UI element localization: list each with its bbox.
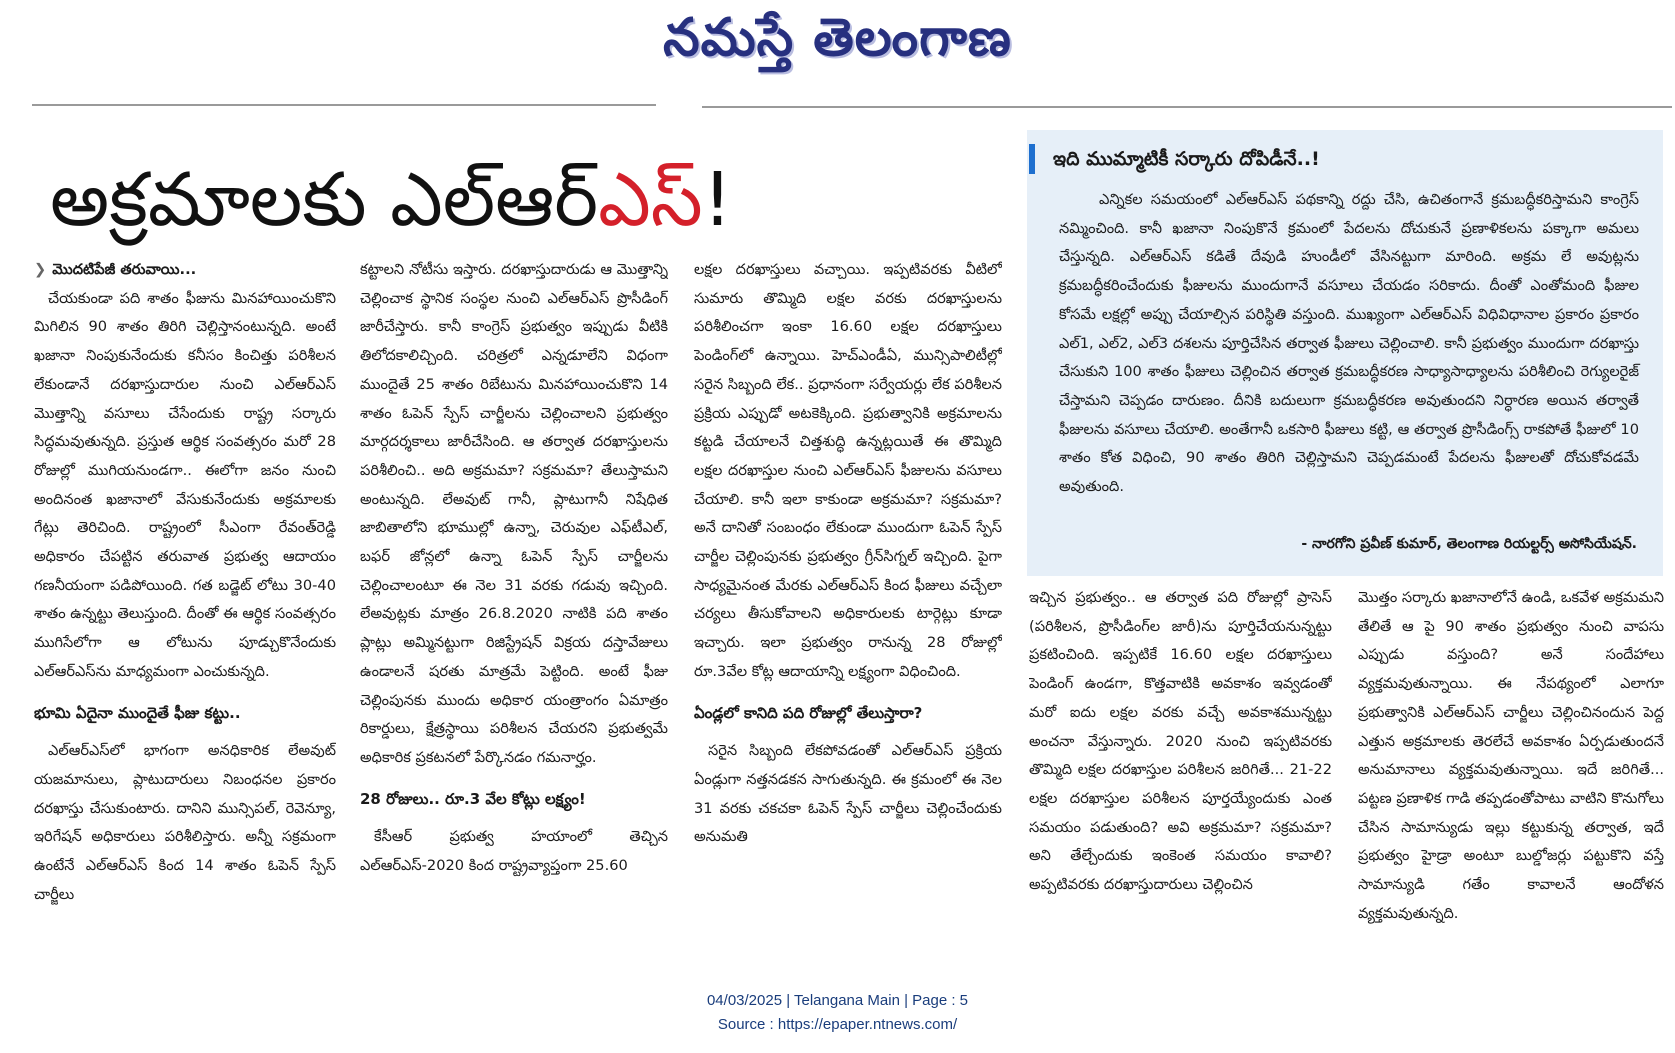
article-headline — [50, 150, 1010, 250]
paragraph: మొత్తం సర్కారు ఖజానాలోనే ఉండి, ఒకవేళ అక్రమమని తేలితే ఆ పై 90 శాతం ప్రభుత్వం నుంచి వాపసు ఎప్పుడు వస్తుంది? అనే సందేహాలు వ్యక్తమవుతున్నాయి. ఈ నేపథ్యంలో ఎలాగూ ప్రభుత్వానికి ఎల్‌ఆర్‌ఎస్ చార్జీలు చెల్లించినందున పెద్ద ఎత్తున అక్రమాలకు తెరలేచే అవకాశం ఏర్పడుతుందనే అనుమానాలు వ్యక్తమవుతున్నాయి. ఇదే జరిగితే... పట్టణ ప్రణాళిక గాడి తప్పడంతోపాటు వాటిని కొనుగోలు చేసిన సామాన్యుడు ఇల్లు కట్టుకున్న తర్వాత, ఇదే ప్రభుత్వం హైడ్రా అంటూ బుల్డోజర్లు పట్టుకొని వస్తే సామాన్యుడి గతేం కావాలనే ఆందోళన వ్యక్తమవుతున్నది. — [1358, 589, 1664, 922]
article-column-5 — [1358, 584, 1664, 954]
box-title-bar — [1029, 144, 1035, 174]
kicker-text: మొదటిపేజీ తరువాయి... — [52, 261, 197, 278]
box-signature: - నారగోని ప్రవీణ్ కుమార్, తెలంగాణ రియల్టర్స్ అసోసియేషన్. — [1301, 536, 1637, 552]
paragraph: కేసీఆర్ ప్రభుత్వ హయాంలో తెచ్చిన ఎల్‌ఆర్‌ఎస్-2020 కింద రాష్ట్రవ్యాప్తంగా 25.60 — [360, 828, 668, 875]
paragraph: లక్షల దరఖాస్తులు వచ్చాయి. ఇప్పటివరకు వీటిలో సుమారు తొమ్మిది లక్షల వరకు దరఖాస్తులను పరిశీలించగా ఇంకా 16.60 లక్షల దరఖాస్తులు పెండింగ్‌లో ఉన్నాయి. హెచ్‌ఎండీఏ, మున్సిపాలిటీల్లో సరైన సిబ్బంది లేక.. ప్రధానంగా సర్వేయర్లు లేక పరిశీలన ప్రక్రియ ఎప్పుడో అటకెక్కింది. ప్రభుత్వానికి అక్రమాలను కట్టడి చేయాలనే చిత్తశుద్ధి ఉన్నట్లయితే ఈ తొమ్మిది లక్షల దరఖాస్తుల నుంచి ఎల్‌ఆర్‌ఎస్ ఫీజులను వసూలు చేయాలి. కానీ ఇలా కాకుండా అక్రమమా? సక్రమమా? అనే దానితో సంబంధం లేకుండా ముందుగా ఓపెన్ స్పేస్ చార్జీల చెల్లింపునకు ప్రభుత్వం గ్రీన్‌సిగ్నల్ ఇచ్చింది. పైగా సాధ్యమైనంత మేరకు ఎల్‌ఆర్‌ఎస్ కింద ఫీజులు వచ్చేలా చర్యలు తీసుకోవాలని అధికారులకు టార్గెట్లు కూడా ఇచ్చారు. ఇలా ప్రభుత్వం రానున్న 28 రోజుల్లో రూ.3వేల కోట్ల ఆదాయాన్ని లక్ష్యంగా విధించింది. — [694, 261, 1002, 680]
footer-date-edition: 04/03/2025 | Telangana Main | Page : 5 — [706, 992, 969, 1009]
headline-red: ఎస్ — [598, 157, 703, 243]
footer-source: Source : https://epaper.ntnews.com/ — [717, 1016, 958, 1033]
paragraph: ఎల్‌ఆర్‌ఎస్‌లో భాగంగా అనధికారిక లేఅవుట్ యజమానులు, ప్లాటుదారులు నిబంధనల ప్రకారం దరఖాస్తు చేసుకుంటారు. దానిని మున్సిపల్, రెవెన్యూ, ఇరిగేషన్ అధికారులు పరిశీలిస్తారు. అన్నీ సక్రమంగా ఉంటేనే ఎల్‌ఆర్‌ఎస్ కింద 14 శాతం ఓపెన్ స్పేస్ చార్జీలు — [34, 742, 336, 903]
article-column-2 — [360, 256, 668, 956]
chevron-right-icon: ❯ — [34, 261, 47, 278]
paragraph: ఇచ్చిన ప్రభుత్వం.. ఆ తర్వాత పది రోజుల్లో ప్రాసెస్ (పరిశీలన, ప్రొసీడింగ్‌ల జారీ)ను పూర్తిచేయనున్నట్టు ప్రకటించింది. ఇప్పటికే 16.60 లక్షల దరఖాస్తులు పెండింగ్ ఉండగా, కొత్తవాటికి అవకాశం ఇవ్వడంతో మరో ఐదు లక్షల వరకు వచ్చే అవకాశమున్నట్టు అంచనా వేస్తున్నారు. 2020 నుంచి ఇప్పటివరకు తొమ్మిది లక్షల దరఖాస్తుల పరిశీలన జరిగితే... 21-22 లక్షల దరఖాస్తుల పరిశీలన పూర్తయ్యేందుకు ఎంత సమయం పడుతుంది? అవి అక్రమమా? సక్రమమా? అని తేల్చేందుకు ఇంకెంత సమయం కావాలి? అప్పటివరకు దరఖాస్తుదారులు చెల్లించిన — [1029, 589, 1332, 894]
headline-main: అక్రమాలకు ఎల్‌ఆర్ — [50, 157, 599, 243]
box-title-text: ఇది ముమ్మాటికీ సర్కారు దోపిడీనే..! — [1053, 148, 1320, 170]
paragraph: ఎన్నికల సమయంలో ఎల్‌ఆర్‌ఎస్ పథకాన్ని రద్దు చేసి, ఉచితంగానే క్రమబద్ధీకరిస్తామని కాంగ్రెస్ నమ్మించింది. కానీ ఖజానా నింపుకొనే క్రమంలో పేదలను దోచుకునే ప్రణాళికలను పక్కాగా అమలు చేస్తున్నది. ఎల్‌ఆర్‌ఎస్ కడితే దేవుడి హుండీలో వేసినట్టుగా మారింది. అక్రమ లే అవుట్లను క్రమబద్ధీకరించేందుకు ఫీజులను ముందుగానే వసూలు చేయడం సరికాదు. దీంతో ఎంతోమంది ఫీజుల కోసమే లక్షల్లో అప్పు చేయాల్సిన పరిస్థితి వస్తుంది. ముఖ్యంగా ఎల్‌ఆర్‌ఎస్ విధివిధానాల ప్రకారం ప్రకారం ఎల్1, ఎల్2, ఎల్3 దశలను పూర్తిచేసిన తర్వాత ఫీజులు చెల్లించాలి. కానీ ప్రభుత్వం ముందుగా దరఖాస్తు చేసుకుని 100 శాతం ఫీజులు చెల్లించిన తర్వాత క్రమబద్ధీకరణ సాధ్యాసాధ్యాలను పరిశీలించి రెగ్యులరైజ్ చేస్తామని చెప్పడం దారుణం. దీనికి బదులుగా క్రమబద్ధీకరణ అవుతుందని నిర్ధారణ అయిన తర్వాతే ఫీజులను వసూలు చేయాలి. అంతేగానీ ఒకసారి ఫీజులు కట్టి, ఆ తర్వాత ప్రొసీడింగ్స్ రాకపోతే ఫీజులో 10 శాతం కోత విధించి, 90 శాతం తిరిగి చెల్లిస్తామని చెప్పడమంటే పేదలను ఫీజులతో దోచుకోవడమే అవుతుంది. — [1059, 191, 1639, 496]
newspaper-masthead: నమస్తే తెలంగాణ — [663, 8, 1012, 68]
article-column-1 — [34, 256, 336, 956]
subheading: 28 రోజులు.. రూ.3 వేల కోట్లు లక్ష్యం! — [360, 789, 586, 808]
opinion-box — [1027, 130, 1663, 576]
box-title — [1027, 144, 1653, 174]
article-column-4 — [1029, 584, 1332, 954]
header-rule-left — [32, 104, 656, 106]
headline-end: ! — [702, 157, 733, 243]
paragraph: చేయకుండా పది శాతం ఫీజును మినహాయించుకొని మిగిలిన 90 శాతం తిరిగి చెల్లిస్తానంటున్నది. అంటే ఖజానా నింపుకునేందుకు కనీసం కించిత్తు పరిశీలన లేకుండానే దరఖాస్తుదారుల నుంచి ఎల్‌ఆర్‌ఎస్ మొత్తాన్ని వసూలు చేసేందుకు రాష్ట్ర సర్కారు సిద్ధమవుతున్నది. ప్రస్తుత ఆర్థిక సంవత్సరం మరో 28 రోజుల్లో ముగియనుండగా.. ఈలోగా జనం నుంచి అందినంత ఖజానాలో వేసుకునేందుకు అక్రమాలకు గేట్లు తెరిచింది. రాష్ట్రంలో సీఎంగా రేవంత్‌రెడ్డి అధికారం చేపట్టిన తరువాత ప్రభుత్వ ఆదాయం గణనీయంగా పడిపోయింది. గత బడ్జెట్ లోటు 30-40 శాతం ఉన్నట్టు తెలుస్తుంది. దీంతో ఈ ఆర్థిక సంవత్సరం ముగిసేలోగా ఆ లోటును పూడ్చుకొనేందుకు ఎల్‌ఆర్‌ఎస్‌ను మాధ్యమంగా ఎంచుకున్నది. — [34, 289, 336, 680]
subheading: ఏండ్లలో కానిది పది రోజుల్లో తేలుస్తారా? — [694, 703, 923, 722]
article-column-3 — [694, 256, 1002, 956]
subheading: భూమి ఏదైనా ముందైతే ఫీజు కట్టు.. — [34, 703, 241, 722]
header-rule-right — [702, 106, 1672, 108]
box-body — [1059, 186, 1639, 502]
paragraph: సరైన సిబ్బంది లేకపోవడంతో ఎల్‌ఆర్‌ఎస్ ప్రక్రియ ఏండ్లుగా నత్తనడకన సాగుతున్నది. ఈ క్రమంలో ఈ నెల 31 వరకు చకచకా ఓపెన్ స్పేస్ చార్జీలు చెల్లించేందుకు అనుమతి — [694, 742, 1002, 846]
continuation-kicker — [34, 256, 336, 285]
paragraph: కట్టాలని నోటీసు ఇస్తారు. దరఖాస్తుదారుడు ఆ మొత్తాన్ని చెల్లించాక స్థానిక సంస్థల నుంచి ఎల్‌ఆర్‌ఎస్ ప్రొసీడింగ్ జారీచేస్తారు. కానీ కాంగ్రెస్ ప్రభుత్వం ఇప్పుడు వీటికి తిలోదకాలిచ్చింది. చరిత్రలో ఎన్నడూలేని విధంగా ముందైతే 25 శాతం రిబేటును మినహాయించుకొని 14 శాతం ఓపెన్ స్పేస్ చార్జీలను చెల్లించాలని ప్రభుత్వం మార్గదర్శకాలు జారీచేసింది. ఆ తర్వాత దరఖాస్తులను పరిశీలించి.. అది అక్రమమా? సక్రమమా? తేలుస్తామని అంటున్నది. లేఅవుట్ గానీ, ప్లాటుగానీ నిషేధిత జాబితాలోని భూముల్లో ఉన్నా, చెరువుల ఎఫ్‌టీఎల్, బఫర్ జోన్లలో ఉన్నా ఓపెన్ స్పేస్ చార్జీలను చెల్లించాలంటూ ఈ నెల 31 వరకు గడువు ఇచ్చింది. లేఅవుట్లకు మాత్రం 26.8.2020 నాటికి పది శాతం ప్లాట్లు అమ్మినట్టుగా రిజిస్ట్రేషన్ విక్రయ దస్తావేజులు ఉండాలనే షరతు మాత్రమే పెట్టింది. అంటే ఫీజు చెల్లింపునకు ముందు అధికార యంత్రాంగం ఏమాత్రం రికార్డులు, క్షేత్రస్థాయి పరిశీలన చేయరని ప్రభుత్వమే అధికారిక ప్రకటనలో పేర్కొనడం గమనార్హం. — [360, 261, 668, 766]
